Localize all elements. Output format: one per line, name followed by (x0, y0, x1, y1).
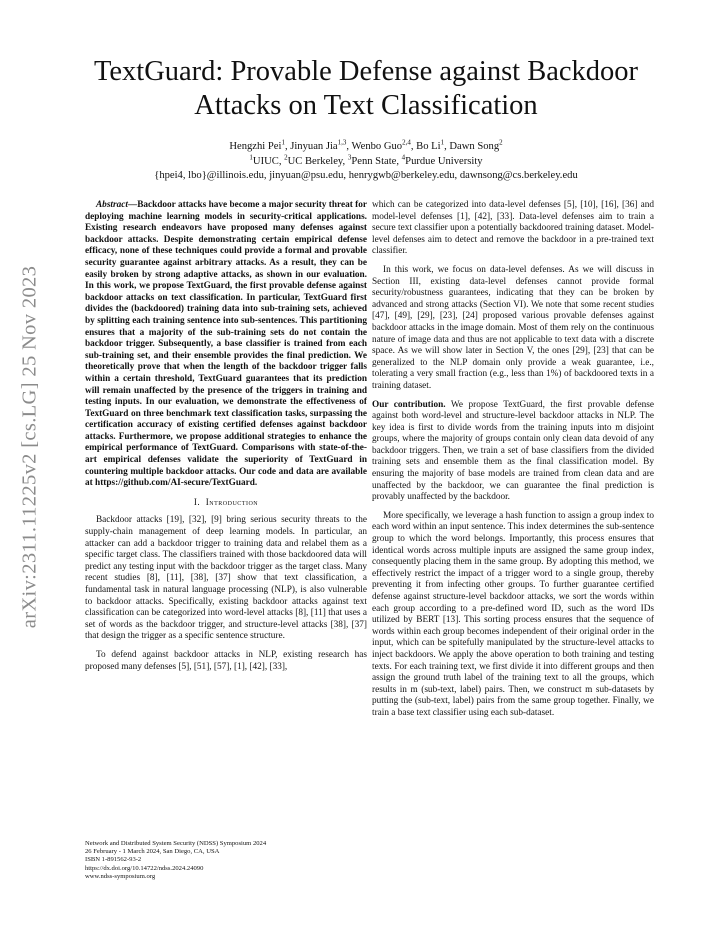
section-title: Introduction (205, 496, 259, 507)
footer-doi-link[interactable]: https://dx.doi.org/10.14722/ndss.2024.24090 (85, 864, 204, 872)
affiliations: $^1$UIUC, $^2$UC Berkeley, $^3$Penn State, $^4$Purdue University (249, 152, 483, 167)
author-affil-sup: 1 (281, 138, 285, 147)
contribution-paragraph (372, 400, 654, 504)
affil-sup: 4 (401, 152, 406, 161)
footer-line: Network and Distributed System Security (NDSS) Symposium 2024 (85, 840, 267, 847)
right-column (372, 200, 654, 720)
contribution-label: Our contribution. (372, 399, 446, 410)
author-block (86, 140, 646, 184)
author-affil-sup: 1,3 (337, 138, 347, 147)
arxiv-id[interactable]: arXiv:2311.11225v2 [cs.LG] 25 Nov 2023 (18, 265, 41, 629)
footer-website-link[interactable]: www.ndss-symposium.org (85, 872, 156, 880)
author-name: Hengzhi Pei (229, 141, 282, 152)
venue-footer (85, 840, 367, 881)
author-affil-sup: 2,4 (402, 138, 411, 147)
author-name: Bo Li (416, 141, 441, 152)
intro-paragraph: To defend against backdoor attacks in NLP, existing research has proposed many defenses [5], [51], [57], [1], [42], [33], (85, 649, 367, 672)
abstract-text: —Backdoor attacks have become a major security threat for deploying machine learning models in security-critical applications. Existing research endeavors have proposed many defenses against backdoor attacks. Despite demonstrating certain empirical defense efficacy, none of these techniques could provide a formal and provable security guarantee against arbitrary attacks. As a result, they can be easily broken by strong adaptive attacks, as shown in our evaluation. In this work, we propose TextGuard, the first provable defense against backdoor attacks on text classification. In particular, TextGuard first divides the (backdoored) training data into sub-training sets, achieved by splitting each training sentence into sub-sentences. This partitioning ensures that a majority of the sub-training sets do not contain the backdoor trigger. Subsequently, a base classifier is trained from each sub-training set, and their ensemble provides the final prediction. We theoretically prove that when the length of the backdoor trigger falls within a certain threshold, TextGuard guarantees that its prediction will remain unaffected by the presence of the triggers in training and testing inputs. In our evaluation, we demonstrate the effectiveness of TextGuard on three benchmark text classification tasks, surpassing the certification accuracy of existing certified defenses against backdoor attacks. Furthermore, we propose additional strategies to enhance the empirical performance of TextGuard. Comparisons with state-of-the-art empirical defenses validate the superiority of TextGuard in countering multiple backdoor attacks. Our code and data are available at https://github.com/AI-secure/TextGuard. (85, 200, 367, 489)
footer-line: ISBN 1-891562-93-2 (85, 856, 142, 864)
section-number: I. (193, 496, 201, 507)
author-name: Wenbo Guo (351, 141, 403, 152)
section-heading-introduction (85, 497, 367, 509)
affiliation: UC Berkeley (287, 155, 343, 167)
arxiv-stamp (10, 0, 50, 932)
author-names: Hengzhi Pei$^1$, Jinyuan Jia$^{1,3}$, Wenbo Guo$^{2,4}$, Bo Li$^1$, Dawn Song$^2$ (229, 138, 503, 152)
left-column (85, 200, 367, 673)
affil-sup: 3 (347, 152, 352, 161)
paper-title: TextGuard: Provable Defense against Backdoor Attacks on Text Classification (93, 56, 639, 121)
author-name: Dawn Song (449, 141, 500, 152)
affiliation: Penn State (351, 155, 397, 167)
affil-sup: 1 (249, 152, 253, 161)
abstract-label: Abstract (96, 200, 128, 210)
author-emails: {hpei4, lbo}@illinois.edu, jinyuan@psu.edu, henrygwb@berkeley.edu, dawnsong@cs.berkeley.edu (154, 170, 578, 181)
affiliation: Purdue University (405, 155, 483, 167)
abstract (85, 200, 367, 490)
body-paragraph: More specifically, we leverage a hash function to assign a group index to each word within an input sentence. This index determines the sub-sentence group to which the word belongs. Importantly, this process ensures that identical words across multiple inputs are assigned the same group index, consequently placing them in the same group. By adopting this method, we effectively restrict the impact of a trigger word to a single group, thereby preventing it from infecting other groups. To further guarantee certified defense against structure-level backdoor attacks, we sort the words within each group according to a pre-defined word ID, such as the word IDs utilized by BERT [13]. This sorting process ensures that the sequence of words within each group becomes independent of their original order in the input, which can be spitefully manipulated by the structure-level attacks to inject backdoors. We apply the above operation to both training and testing texts. For each training text, we first divide it into different groups and then assign the ground truth label of the training text to all the groups, which results in m (sub-text, label) pairs. Then, we construct m sub-datasets by putting the (sub-text, label) pairs from the same group together. Finally, we train a base text classifier using each sub-dataset. (372, 510, 654, 718)
affiliation: UIUC (252, 155, 279, 167)
affil-sup: 2 (284, 152, 288, 161)
body-paragraph: In this work, we focus on data-level defenses. As we will discuss in Section III, existing data-level defenses cannot provide formal security/robustness guarantees, indicating that they can be broken by advanced and strong attacks (Section VI). We note that some recent studies [47], [49], [29], [23], [24] proposed various provable defenses against backdoor attacks in the image domain. Most of them rely on the continuous nature of image data and thus are not applicable to text data with a discrete space. As we will show later in Section V, the ones [29], [23] that can be generalized to the NLP domain only provide a weak guarantee, i.e., tolerating a very small fraction (e.g., less than 1%) of backdoored texts in a training dataset. (372, 264, 654, 391)
author-name: Jinyuan Jia (290, 141, 338, 152)
body-paragraph: which can be categorized into data-level defenses [5], [10], [16], [36] and model-level defenses [1], [42], [33]. Data-level defenses aim to train a secure text classifier upon a potentially backdoored training dataset. Model-level defenses aim to detect and remove the backdoor in a pre-trained text classifier. (372, 200, 654, 257)
intro-paragraph: Backdoor attacks [19], [32], [9] bring serious security threats to the supply-chain management of deep learning models. In particular, an attacker can add a backdoor trigger to training data and relabel them as a specific target class. The classifiers trained with those backdoored data will predict any testing input with the backdoor trigger as the target class. Many recent studies [8], [11], [38], [37] show that text classification, a fundamental task in natural language processing (NLP), is also vulnerable to backdoor attacks. Specifically, existing backdoor attacks against text classification can be categorized into word-level attacks [8], [11] that uses a set of words as the backdoor trigger, and structure-level attacks [38], [37] that design the trigger as a specific sentence structure. (85, 515, 367, 642)
contribution-text: We propose TextGuard, the first provable defense against both word-level and structure-level backdoor attacks in NLP. The key idea is first to divide words from the training inputs into m disjoint groups, where the majority of groups contain only clean data devoid of any backdoor triggers. Then, we train a set of base classifiers from the divided training sets and ensemble them as the final classification model. By ensuring the majority of base models are trained from clean data and are unaffected by the backdoor, we can guarantee the final prediction is provably unaffected by the backdoor. (372, 399, 654, 503)
author-affil-sup: 2 (499, 138, 503, 147)
footer-line: 26 February - 1 March 2024, San Diego, CA, USA (85, 848, 220, 856)
author-affil-sup: 1 (440, 138, 445, 147)
